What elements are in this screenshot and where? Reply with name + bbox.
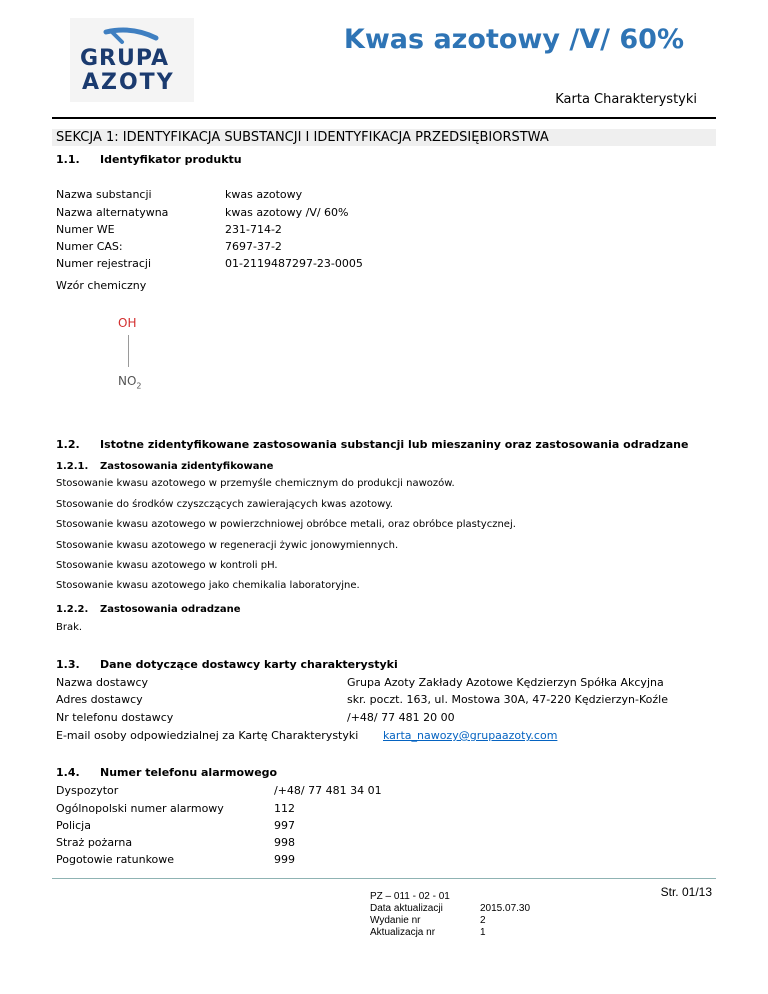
footer-edition-label: Wydanie nr — [370, 915, 421, 926]
s122-heading: Zastosowania odradzane — [100, 604, 241, 615]
footer-update-label: Aktualizacja nr — [370, 927, 436, 938]
s13-value-supplier-address: skr. poczt. 163, ul. Mostowa 30A, 47-220 Kędzierzyn-Koźle — [347, 693, 668, 706]
formula-no: NO — [118, 374, 137, 388]
s121-number: 1.2.1. — [56, 461, 89, 472]
document-title: Kwas azotowy /V/ 60% — [343, 24, 684, 55]
use-item: Stosowanie kwasu azotowego w regeneracji żywic jonowymiennych. — [56, 540, 399, 551]
formula-no2-group — [118, 374, 142, 390]
s122-number: 1.2.2. — [56, 604, 89, 615]
s11-label-alt-name: Nazwa alternatywna — [56, 206, 169, 219]
s14-value-dispatcher: /+48/ 77 481 34 01 — [274, 784, 382, 797]
s11-label-registration: Numer rejestracji — [56, 257, 152, 270]
formula-oh-group: OH — [118, 316, 137, 330]
footer-date-label: Data aktualizacji — [370, 903, 443, 914]
s12-heading: Istotne zidentyfikowane zastosowania substancji lub mieszaniny oraz zastosowania odradzane — [100, 438, 689, 451]
s14-label-dispatcher: Dyspozytor — [56, 784, 119, 797]
svg-text:GRUPA: GRUPA — [80, 46, 169, 71]
s11-label-cas-number: Numer CAS: — [56, 240, 123, 253]
use-item: Stosowanie kwasu azotowego w kontroli pH. — [56, 560, 278, 571]
s122-text: Brak. — [56, 622, 83, 633]
s14-label-police: Policja — [56, 819, 91, 832]
logo-mark-icon — [70, 18, 194, 102]
s14-label-fire: Straż pożarna — [56, 836, 133, 849]
s14-heading: Numer telefonu alarmowego — [100, 766, 278, 779]
use-item: Stosowanie do środków czyszczących zawierających kwas azotowy. — [56, 499, 393, 510]
s14-value-police: 997 — [274, 819, 295, 832]
use-item: Stosowanie kwasu azotowego w przemyśle chemicznym do produkcji nawozów. — [56, 478, 455, 489]
use-item: Stosowanie kwasu azotowego jako chemikalia laboratoryjne. — [56, 580, 360, 591]
s121-heading: Zastosowania zidentyfikowane — [100, 461, 274, 472]
footer-date-value: 2015.07.30 — [480, 903, 531, 914]
s14-value-fire: 998 — [274, 836, 295, 849]
s11-value-alt-name: kwas azotowy /V/ 60% — [225, 206, 349, 219]
use-item: Stosowanie kwasu azotowego w powierzchniowej obróbce metali, oraz obróbce plastycznej. — [56, 519, 516, 530]
s12-number: 1.2. — [56, 438, 80, 451]
s14-label-national: Ogólnopolski numer alarmowy — [56, 802, 224, 815]
s11-heading: Identyfikator produktu — [100, 153, 242, 166]
svg-text:AZOTY: AZOTY — [82, 70, 175, 95]
s11-number: 1.1. — [56, 153, 80, 166]
footer-doc-code: PZ – 011 - 02 - 01 — [370, 891, 450, 902]
s13-number: 1.3. — [56, 658, 80, 671]
s11-value-ec-number: 231-714-2 — [225, 223, 282, 236]
formula-label: Wzór chemiczny — [56, 279, 147, 292]
s13-value-supplier-name: Grupa Azoty Zakłady Azotowe Kędzierzyn Spółka Akcyjna — [347, 676, 664, 689]
section-title: SEKCJA 1: IDENTYFIKACJA SUBSTANCJI I IDENTYFIKACJA PRZEDSIĘBIORSTWA — [56, 130, 549, 145]
s11-label-substance-name: Nazwa substancji — [56, 188, 152, 201]
s14-value-ambulance: 999 — [274, 853, 295, 866]
s13-label-supplier-name: Nazwa dostawcy — [56, 676, 149, 689]
s13-label-supplier-address: Adres dostawcy — [56, 693, 143, 706]
supplier-email-link[interactable]: karta_nawozy@grupaazoty.com — [383, 729, 558, 742]
s13-value-supplier-phone: /+48/ 77 481 20 00 — [347, 711, 455, 724]
footer-divider — [52, 878, 716, 879]
s13-heading: Dane dotyczące dostawcy karty charakterystyki — [100, 658, 398, 671]
s11-value-substance-name: kwas azotowy — [225, 188, 303, 201]
s13-label-email: E-mail osoby odpowiedzialnej za Kartę Charakterystyki — [56, 729, 359, 742]
s14-label-ambulance: Pogotowie ratunkowe — [56, 853, 175, 866]
footer-update-value: 1 — [480, 927, 486, 938]
s11-label-ec-number: Numer WE — [56, 223, 115, 236]
header-divider — [52, 117, 716, 119]
s14-value-national: 112 — [274, 802, 295, 815]
s11-value-registration: 01-2119487297-23-0005 — [225, 257, 363, 270]
footer-edition-value: 2 — [480, 915, 486, 926]
s14-number: 1.4. — [56, 766, 80, 779]
formula-subscript: 2 — [136, 381, 142, 391]
document-subtitle: Karta Charakterystyki — [555, 92, 697, 107]
grupa-azoty-logo — [70, 18, 194, 102]
formula-bond-line — [128, 335, 129, 367]
page-number: Str. 01/13 — [660, 885, 712, 899]
s13-label-supplier-phone: Nr telefonu dostawcy — [56, 711, 174, 724]
s11-value-cas-number: 7697-37-2 — [225, 240, 282, 253]
